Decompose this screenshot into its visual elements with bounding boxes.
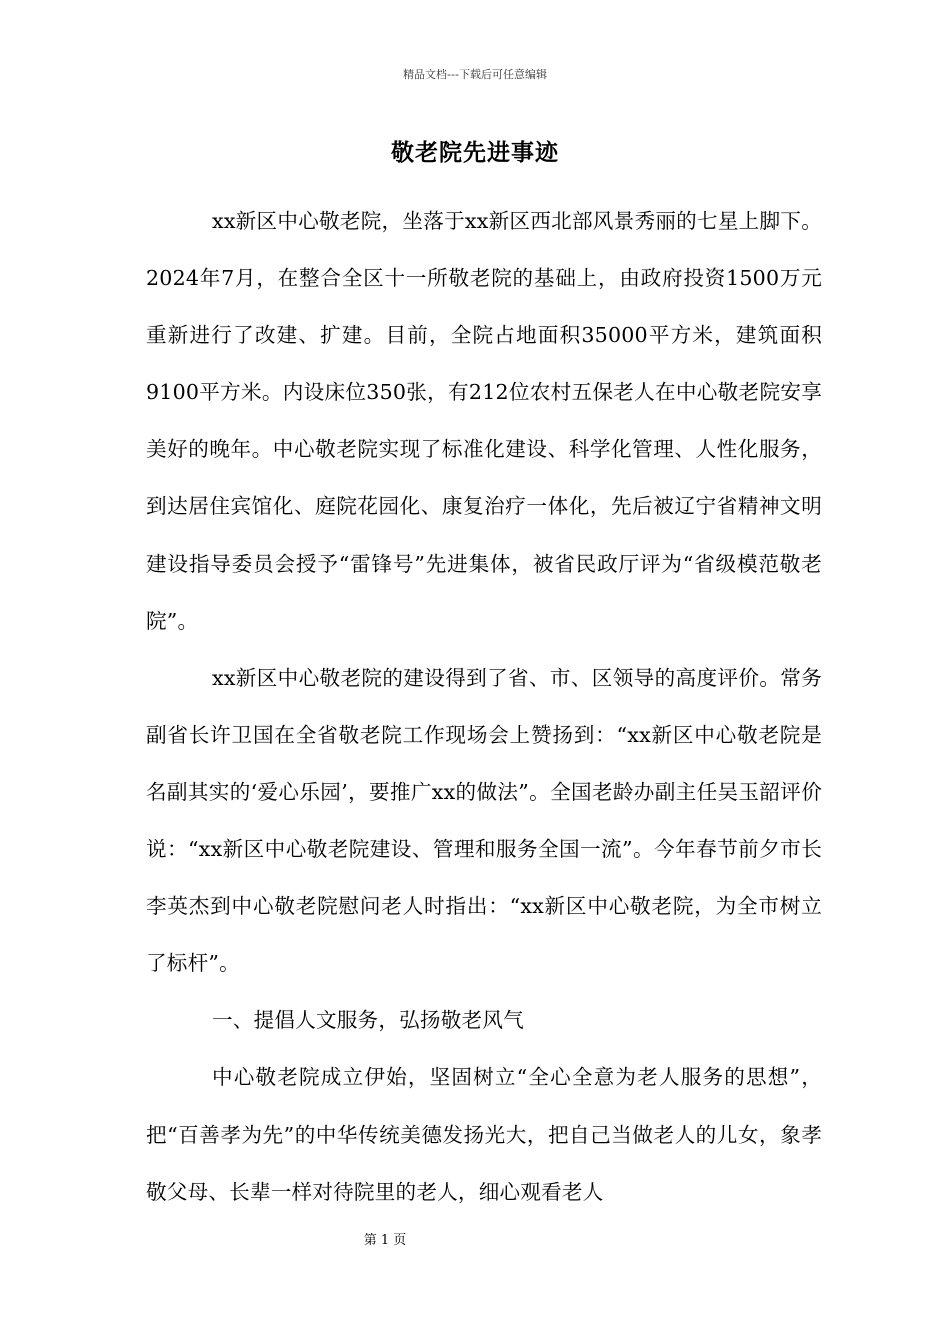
header-note: 精品文档---下载后可任意编辑 — [403, 68, 547, 81]
section-heading: 一、提倡人文服务，弘扬敬老风气 — [212, 1008, 524, 1033]
paragraph-service: 中心敬老院成立伊始，坚固树立“全心全意为老人服务的思想”，把“百善孝为先”的中华传统美德发扬光大，把自己当做老人的儿女，象孝敬父母、长辈一样对待院里的老人，细心观看老人 — [146, 1065, 822, 1204]
document-title: 敬老院先进事迹 — [391, 139, 559, 166]
paragraph-evaluation: xx新区中心敬老院的建设得到了省、市、区领导的高度评价。常务副省长许卫国在全省敬老院工作现场会上赞扬到：“xx新区中心敬老院是名副其实的‘爱心乐园’，要推广xx的做法”。全国老龄办副主任吴玉韶评价说：“xx新区中心敬老院建设、管理和服务全国一流”。今年春节前夕市长李英杰到中心敬老院慰问老人时指出：“xx新区中心敬老院，为全市树立了标杆”。 — [146, 665, 822, 976]
document-body — [146, 193, 822, 1221]
paragraph-intro: xx新区中心敬老院，坐落于xx新区西北部风景秀丽的七星上脚下。2024年7月，在整合全区十一所敬老院的基础上，由政府投资1500万元重新进行了改建、扩建。目前，全院占地面积35000平方米，建筑面积9100平方米。内设床位350张，有212位农村五保老人在中心敬老院安享美好的晚年。中心敬老院实现了标准化建设、科学化管理、人性化服务，到达居住宾馆化、庭院花园化、康复治疗一体化，先后被辽宁省精神文明建设指导委员会授予“雷锋号”先进集体，被省民政厅评为“省级模范敬老院”。 — [146, 209, 822, 633]
page-number: 第 1 页 — [363, 1233, 407, 1248]
